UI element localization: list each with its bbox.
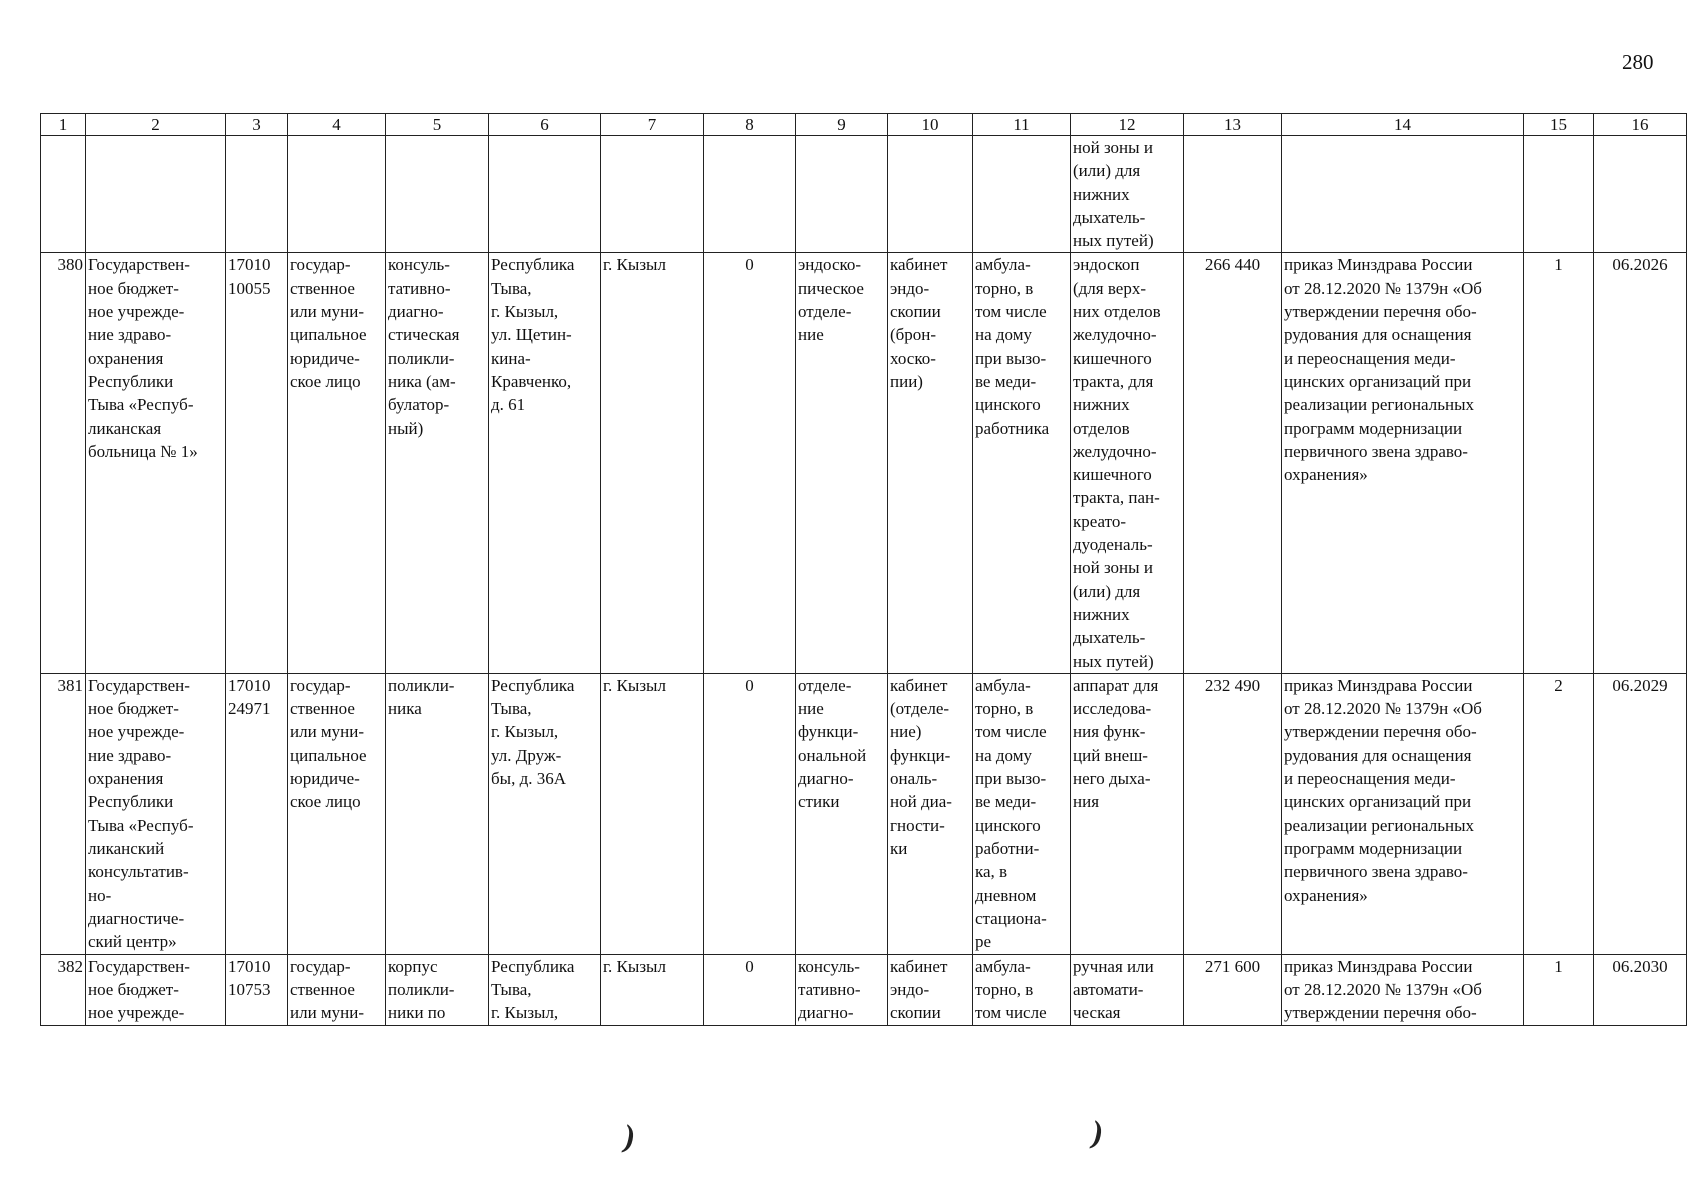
column-number: 14	[1282, 114, 1524, 136]
value-col8: 0	[704, 954, 796, 1025]
equipment: эндоскоп (для верх- них отделов желудочно- кишечного тракта, для нижних отделов желудочно- кишечного тракта, пан- креато- дуоденаль- ной зоны и (или) для нижних дыхатель- ных путей)	[1071, 253, 1184, 673]
cabinet	[888, 136, 973, 253]
equipment: ручная или автомати- ческая	[1071, 954, 1184, 1025]
address: Республика Тыва, г. Кызыл, ул. Щетин- кина- Кравченко, д. 61	[489, 253, 601, 673]
organization-code: 17010 10753	[226, 954, 288, 1025]
column-number: 3	[226, 114, 288, 136]
locality: г. Кызыл	[601, 253, 704, 673]
value-col8: 0	[704, 253, 796, 673]
organization-name: Государствен- ное бюджет- ное учрежде- ние здраво- охранения Республики Тыва «Респуб- ликанский консультатив- но- диагностиче- ский центр»	[86, 673, 226, 954]
table-row	[41, 673, 1687, 954]
column-number: 10	[888, 114, 973, 136]
regulation: приказ Минздрава России от 28.12.2020 № 1379н «Об утверждении перечня обо- рудования для оснащения и переоснащения меди- цинских организаций при реализации региональных программ модернизации первичного звена здраво- охранения»	[1282, 673, 1524, 954]
equipment: аппарат для исследова- ния функ- ций внеш- него дыха- ния	[1071, 673, 1184, 954]
cabinet: кабинет эндо- скопии (брон- хоско- пии)	[888, 253, 973, 673]
value-col8: 0	[704, 673, 796, 954]
column-number: 16	[1594, 114, 1687, 136]
facility-type: поликли- ника	[386, 673, 489, 954]
department: отделе- ние функци- ональной диагно- стики	[796, 673, 888, 954]
facility-type: корпус поликли- ники по	[386, 954, 489, 1025]
department: консуль- тативно- диагно-	[796, 954, 888, 1025]
column-number: 13	[1184, 114, 1282, 136]
price	[1184, 136, 1282, 253]
organization-name: Государствен- ное бюджет- ное учрежде- ние здраво- охранения Республики Тыва «Респуб- ликанская больница № 1»	[86, 253, 226, 673]
organization-code: 17010 24971	[226, 673, 288, 954]
organization-code: 17010 10055	[226, 253, 288, 673]
organization-name	[86, 136, 226, 253]
column-number: 15	[1524, 114, 1594, 136]
locality: г. Кызыл	[601, 954, 704, 1025]
column-number: 8	[704, 114, 796, 136]
equipment: ной зоны и (или) для нижних дыхатель- ных путей)	[1071, 136, 1184, 253]
legal-form	[288, 136, 386, 253]
column-number: 4	[288, 114, 386, 136]
care-conditions	[973, 136, 1071, 253]
address: Республика Тыва, г. Кызыл,	[489, 954, 601, 1025]
legal-form: государ- ственное или муни-	[288, 954, 386, 1025]
care-conditions: амбула- торно, в том числе на дому при вызо- ве меди- цинского работни- ка, в дневном стациона- ре	[973, 673, 1071, 954]
value-col8	[704, 136, 796, 253]
row-number: 382	[41, 954, 86, 1025]
facility-type	[386, 136, 489, 253]
price: 232 490	[1184, 673, 1282, 954]
column-number: 5	[386, 114, 489, 136]
handwritten-mark: )	[620, 1117, 639, 1155]
quantity: 1	[1524, 954, 1594, 1025]
row-number: 381	[41, 673, 86, 954]
quantity: 1	[1524, 253, 1594, 673]
date: 06.2029	[1594, 673, 1687, 954]
address: Республика Тыва, г. Кызыл, ул. Друж- бы, д. 36А	[489, 673, 601, 954]
care-conditions: амбула- торно, в том числе	[973, 954, 1071, 1025]
organization-name: Государствен- ное бюджет- ное учрежде-	[86, 954, 226, 1025]
price: 271 600	[1184, 954, 1282, 1025]
legal-form: государ- ственное или муни- ципальное юридиче- ское лицо	[288, 673, 386, 954]
regulation: приказ Минздрава России от 28.12.2020 № 1379н «Об утверждении перечня обо-	[1282, 954, 1524, 1025]
column-number: 1	[41, 114, 86, 136]
table-row	[41, 136, 1687, 253]
quantity	[1524, 136, 1594, 253]
page-number: 280	[1622, 50, 1654, 74]
legal-form: государ- ственное или муни- ципальное юридиче- ское лицо	[288, 253, 386, 673]
cabinet: кабинет эндо- скопии	[888, 954, 973, 1025]
table-row	[41, 253, 1687, 673]
organization-code	[226, 136, 288, 253]
table-row	[41, 954, 1687, 1025]
column-number: 12	[1071, 114, 1184, 136]
locality: г. Кызыл	[601, 673, 704, 954]
price: 266 440	[1184, 253, 1282, 673]
header-row	[41, 114, 1687, 136]
column-number: 11	[973, 114, 1071, 136]
column-number: 7	[601, 114, 704, 136]
column-number: 2	[86, 114, 226, 136]
department: эндоско- пическое отделе- ние	[796, 253, 888, 673]
regulation: приказ Минздрава России от 28.12.2020 № 1379н «Об утверждении перечня обо- рудования для оснащения и переоснащения меди- цинских организаций при реализации региональных программ модернизации первичного звена здраво- охранения»	[1282, 253, 1524, 673]
regulation	[1282, 136, 1524, 253]
handwritten-mark: )	[1088, 1113, 1107, 1151]
date: 06.2030	[1594, 954, 1687, 1025]
column-number: 9	[796, 114, 888, 136]
date	[1594, 136, 1687, 253]
date: 06.2026	[1594, 253, 1687, 673]
column-number: 6	[489, 114, 601, 136]
department	[796, 136, 888, 253]
locality	[601, 136, 704, 253]
cabinet: кабинет (отделе- ние) функци- ональ- ной диа- гности- ки	[888, 673, 973, 954]
quantity: 2	[1524, 673, 1594, 954]
facility-type: консуль- тативно- диагно- стическая поликли- ника (ам- булатор- ный)	[386, 253, 489, 673]
care-conditions: амбула- торно, в том числе на дому при вызо- ве меди- цинского работника	[973, 253, 1071, 673]
row-number: 380	[41, 253, 86, 673]
equipment-table	[40, 113, 1687, 1026]
row-number	[41, 136, 86, 253]
address	[489, 136, 601, 253]
